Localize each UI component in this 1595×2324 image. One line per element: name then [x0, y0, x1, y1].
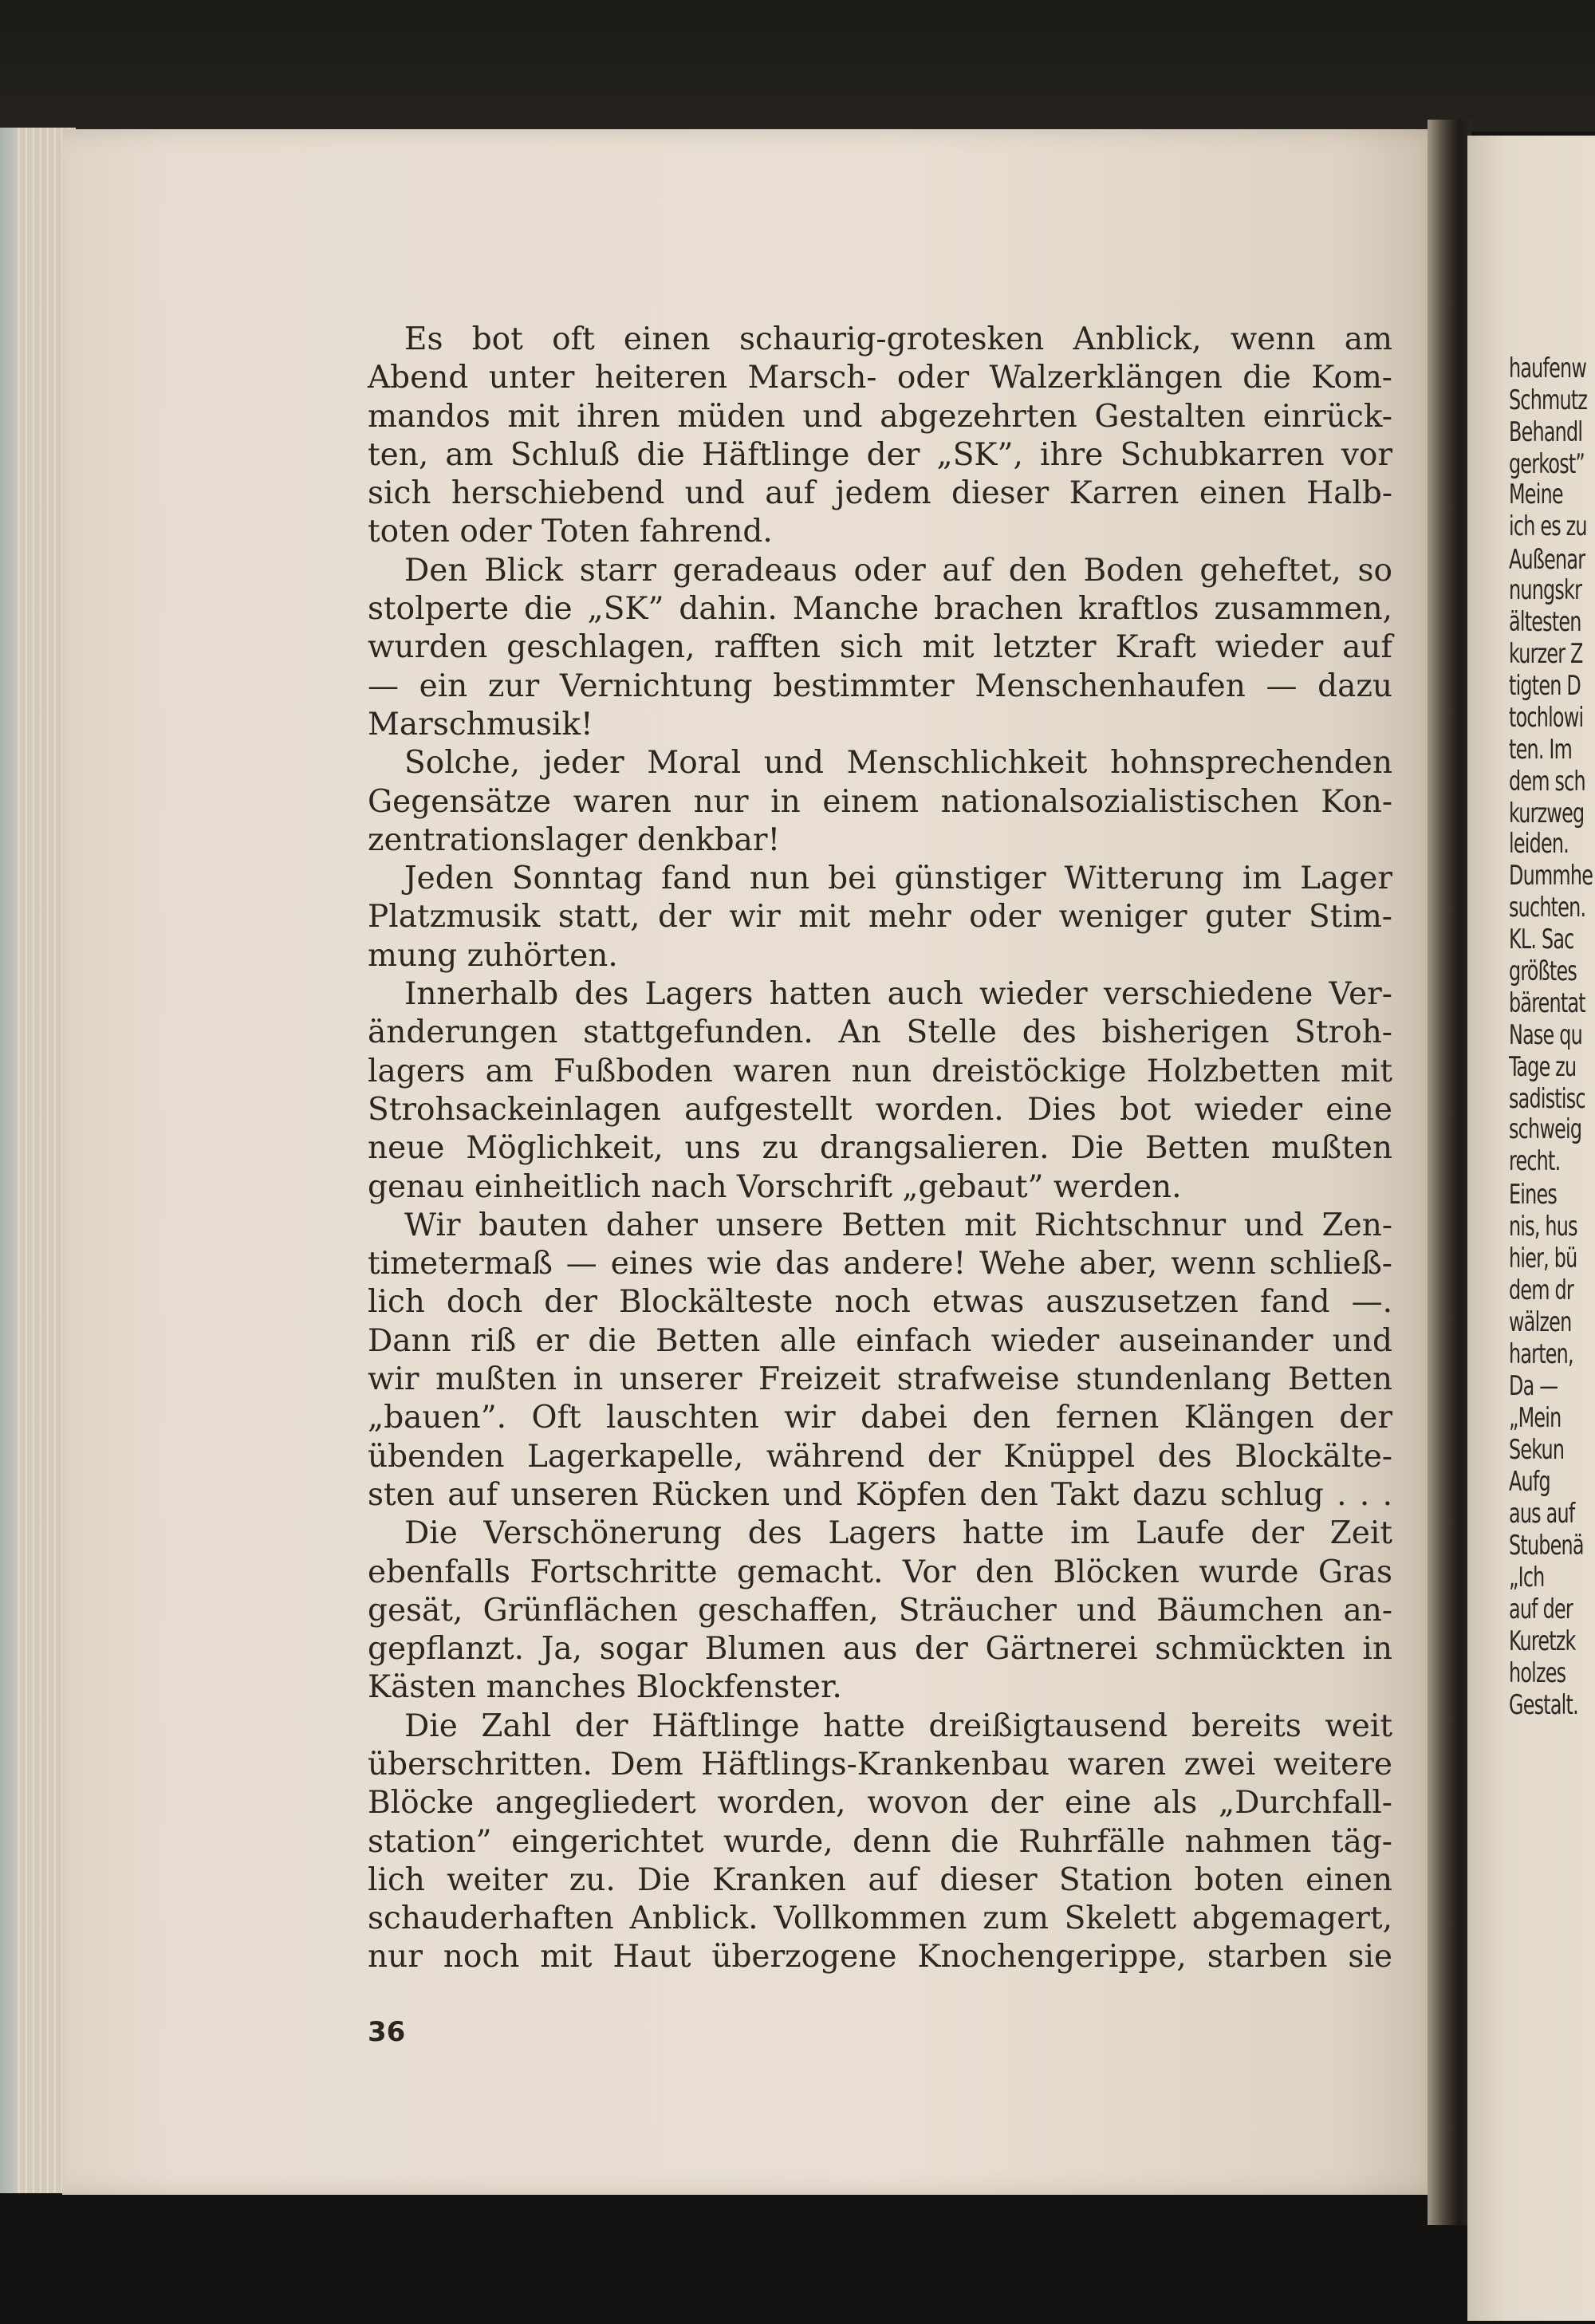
text-line: Gegensätze waren nur in einem nationalsozialistischen Kon- [368, 783, 1392, 820]
facing-page-line: sadistisc [1509, 1083, 1585, 1115]
text-line: lich weiter zu. Die Kranken auf dieser Station boten einen [368, 1861, 1392, 1898]
facing-page-line: kurzweg [1509, 798, 1585, 829]
text-line: wir mußten in unserer Freizeit strafweise stundenlang Betten [368, 1361, 1392, 1398]
facing-page [1467, 136, 1595, 2321]
facing-page-line: Kuretzk [1509, 1625, 1576, 1657]
text-line: Jeden Sonntag fand nun bei günstiger Witterung im Lager [404, 861, 1392, 897]
text-line: Solche, jeder Moral und Menschlichkeit hohnsprechenden [404, 745, 1392, 782]
text-line: Wir bauten daher unsere Betten mit Richtschnur und Zen- [404, 1207, 1392, 1243]
facing-page-line: recht. [1509, 1145, 1561, 1177]
facing-page-line: haufenw [1509, 353, 1587, 384]
text-line: zentrationslager denkbar! [368, 821, 781, 858]
facing-page-line: Meine [1509, 479, 1563, 510]
facing-page-line: holzes [1509, 1657, 1566, 1689]
facing-page-line: größtes [1509, 955, 1577, 987]
facing-page-line: wälzen [1509, 1306, 1572, 1338]
book-cover-top [0, 0, 1595, 132]
text-line: lich doch der Blockälteste noch etwas auszusetzen fand —. [368, 1284, 1392, 1321]
facing-page-line: leiden. [1509, 828, 1569, 860]
page-edges-side [0, 128, 18, 2193]
facing-page-line: ich es zu [1509, 510, 1587, 542]
facing-page-line: dem dr [1509, 1274, 1573, 1306]
facing-page-line: dem sch [1509, 766, 1585, 798]
text-line: Die Zahl der Häftlinge hatte dreißigtausend bereits weit [404, 1708, 1392, 1744]
facing-page-line: „Ich [1509, 1562, 1545, 1593]
text-line: Strohsackeinlagen aufgestellt worden. Dies bot wieder eine [368, 1091, 1392, 1128]
text-line: gepflanzt. Ja, sogar Blumen aus der Gärtnerei schmückten in [368, 1631, 1392, 1668]
text-line: ebenfalls Fortschritte gemacht. Vor den Blöcken wurde Gras [368, 1554, 1392, 1590]
text-line: nur noch mit Haut überzogene Knochengerippe, starben sie [368, 1939, 1392, 1975]
facing-page-line: hier, bü [1509, 1243, 1577, 1274]
text-line: mandos mit ihren müden und abgezehrten Gestalten einrück- [368, 398, 1392, 435]
facing-page-line: kurzer Z [1509, 638, 1583, 670]
page-number: 36 [368, 2016, 406, 2048]
facing-page-line: Schmutz [1509, 384, 1588, 416]
facing-page-line: Tage zu [1509, 1051, 1577, 1083]
text-line: überschritten. Dem Häftlings-Krankenbau waren zwei weitere [368, 1746, 1392, 1782]
text-line: „bauen”. Oft lauschten wir dabei den fernen Klängen der [368, 1400, 1392, 1436]
facing-page-line: Nase qu [1509, 1019, 1582, 1051]
text-line: — ein zur Vernichtung bestimmter Menschenhaufen — dazu [368, 668, 1392, 704]
text-line: timetermaß — eines wie das andere! Wehe aber, wenn schließ- [368, 1246, 1392, 1282]
facing-page-line: tochlowi [1509, 702, 1584, 734]
book-gutter [1428, 120, 1471, 2225]
text-line: neue Möglichkeit, uns zu drangsalieren. Die Betten mußten [368, 1130, 1392, 1167]
facing-page-line: Sekun [1509, 1434, 1565, 1466]
text-line: Dann riß er die Betten alle einfach wieder auseinander und [368, 1322, 1392, 1359]
text-line: genau einheitlich nach Vorschrift „gebaut” werden. [368, 1168, 1182, 1205]
facing-page-line: tigten D [1509, 670, 1581, 702]
facing-page-line: ältesten [1509, 606, 1581, 638]
text-line: übenden Lagerkapelle, während der Knüppel des Blockälte- [368, 1438, 1392, 1475]
page-text [368, 321, 1392, 1977]
text-line: gesät, Grünflächen geschaffen, Sträucher und Bäumchen an- [368, 1592, 1392, 1629]
text-line: Die Verschönerung des Lagers hatte im Laufe der Zeit [404, 1515, 1392, 1552]
facing-page-line: bärentat [1509, 987, 1585, 1019]
facing-page-line: aus auf [1509, 1498, 1575, 1530]
facing-page-line: schweig [1509, 1113, 1582, 1145]
facing-page-line: Gestalt. [1509, 1689, 1578, 1721]
text-line: Blöcke angegliedert worden, wovon der eine als „Durchfall- [368, 1785, 1392, 1822]
facing-page-line: Dummhe [1509, 860, 1593, 892]
facing-page-line: Da — [1509, 1370, 1558, 1402]
text-line: Es bot oft einen schaurig-grotesken Anblick, wenn am [404, 321, 1392, 357]
facing-page-line: suchten. [1509, 892, 1586, 924]
text-line: änderungen stattgefunden. An Stelle des bisherigen Stroh- [368, 1014, 1392, 1051]
text-line: sich herschiebend und auf jedem dieser Karren einen Halb- [368, 475, 1392, 512]
facing-page-line: Behandl [1509, 416, 1583, 448]
facing-page-line: nis, hus [1509, 1211, 1577, 1243]
text-line: Marschmusik! [368, 706, 593, 742]
text-line: toten oder Toten fahrend. [368, 514, 773, 550]
facing-page-line: Eines [1509, 1179, 1558, 1211]
text-line: Abend unter heiteren Marsch- oder Walzerklängen die Kom- [368, 360, 1392, 396]
facing-page-line: Aufg [1509, 1466, 1550, 1498]
facing-page-line: gerkost” [1509, 448, 1585, 480]
facing-page-line: nungskr [1509, 574, 1582, 606]
text-line: lagers am Fußboden waren nun dreistöckige Holzbetten mit [368, 1053, 1392, 1089]
text-line: wurden geschlagen, rafften sich mit letzter Kraft wieder auf [368, 629, 1392, 666]
facing-page-line: Stubenä [1509, 1530, 1584, 1562]
facing-page-line: ten. Im [1509, 734, 1573, 766]
facing-page-line: auf der [1509, 1593, 1573, 1625]
text-line: Den Blick starr geradeaus oder auf den Boden geheftet, so [404, 552, 1392, 589]
text-line: Kästen manches Blockfenster. [368, 1669, 842, 1706]
text-line: station” eingerichtet wurde, denn die Ruhrfälle nahmen täg- [368, 1823, 1392, 1860]
text-line: stolperte die „SK” dahin. Manche brachen kraftlos zusammen, [368, 591, 1392, 628]
text-line: schauderhaften Anblick. Vollkommen zum Skelett abgemagert, [368, 1901, 1392, 1937]
text-line: sten auf unseren Rücken und Köpfen den Takt dazu schlug . . . [368, 1476, 1392, 1513]
facing-page-line: Außenar [1509, 544, 1585, 576]
facing-page-line: KL. Sac [1509, 924, 1574, 955]
text-line: Platzmusik statt, der wir mit mehr oder weniger guter Stim- [368, 899, 1392, 936]
text-line: ten, am Schluß die Häftlinge der „SK”, ihre Schubkarren vor [368, 436, 1392, 473]
facing-page-line: „Mein [1509, 1402, 1562, 1434]
facing-page-line: harten, [1509, 1338, 1573, 1370]
text-line: mung zuhörten. [368, 937, 618, 974]
text-line: Innerhalb des Lagers hatten auch wieder verschiedene Ver- [404, 976, 1392, 1013]
